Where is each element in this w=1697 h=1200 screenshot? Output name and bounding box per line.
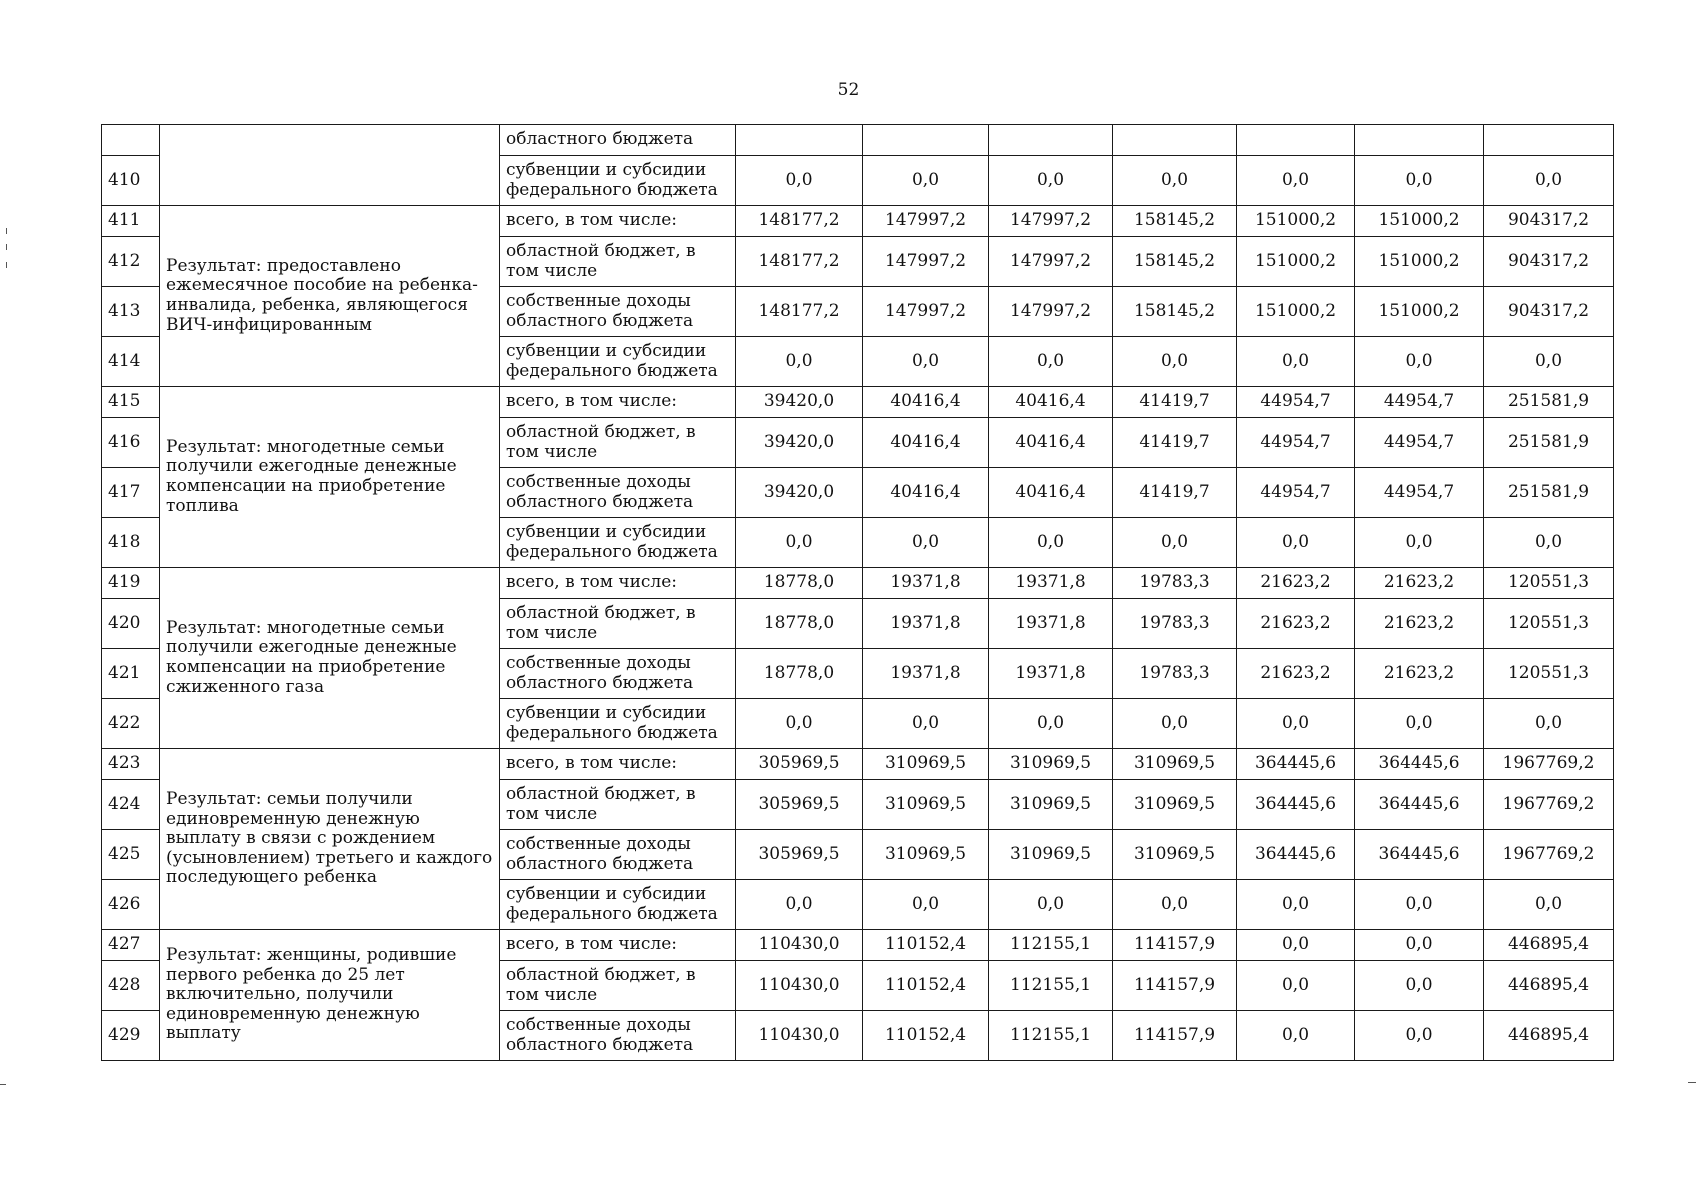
source-cell: областной бюджет, в том числе [500, 599, 736, 649]
continuation-header-row [102, 125, 1614, 156]
row-number-cell: 422 [102, 699, 160, 749]
value-cell: 19371,8 [863, 599, 989, 649]
value-cell: 40416,4 [863, 387, 989, 418]
value-cell: 44954,7 [1237, 468, 1355, 518]
row-number-cell: 423 [102, 749, 160, 780]
value-cell: 41419,7 [1113, 387, 1237, 418]
source-cell: собственные доходы областного бюджета [500, 649, 736, 699]
value-cell: 0,0 [1355, 699, 1484, 749]
value-cell: 364445,6 [1355, 830, 1484, 880]
value-cell: 310969,5 [863, 780, 989, 830]
value-cell: 21623,2 [1355, 599, 1484, 649]
value-cell: 310969,5 [863, 749, 989, 780]
source-cell: областной бюджет, в том числе [500, 780, 736, 830]
value-cell: 364445,6 [1355, 749, 1484, 780]
value-cell: 147997,2 [989, 237, 1113, 287]
value-cell: 0,0 [1237, 337, 1355, 387]
value-cell: 120551,3 [1484, 568, 1614, 599]
value-cell: 0,0 [1237, 699, 1355, 749]
source-cell: всего, в том числе: [500, 749, 736, 780]
value-cell: 148177,2 [736, 237, 863, 287]
row-number-cell: 410 [102, 156, 160, 206]
table-row [102, 749, 1614, 780]
source-cell: собственные доходы областного бюджета [500, 287, 736, 337]
value-cell: 446895,4 [1484, 961, 1614, 1011]
row-number-cell: 425 [102, 830, 160, 880]
value-cell: 0,0 [736, 156, 863, 206]
value-cell: 21623,2 [1237, 568, 1355, 599]
value-cell: 19371,8 [989, 599, 1113, 649]
value-cell: 251581,9 [1484, 387, 1614, 418]
value-cell: 44954,7 [1355, 468, 1484, 518]
table-row [102, 206, 1614, 237]
value-cell: 0,0 [863, 337, 989, 387]
value-cell: 0,0 [989, 156, 1113, 206]
value-cell: 0,0 [1237, 930, 1355, 961]
value-cell: 0,0 [989, 518, 1113, 568]
row-number-cell: 416 [102, 418, 160, 468]
value-cell: 151000,2 [1237, 237, 1355, 287]
value-cell: 151000,2 [1355, 237, 1484, 287]
value-cell: 0,0 [1113, 518, 1237, 568]
value-cell: 0,0 [863, 518, 989, 568]
value-cell: 0,0 [1113, 699, 1237, 749]
value-cell: 19371,8 [989, 568, 1113, 599]
value-cell: 0,0 [989, 699, 1113, 749]
value-cell [863, 125, 989, 156]
value-cell: 40416,4 [989, 468, 1113, 518]
row-number-cell: 429 [102, 1011, 160, 1061]
value-cell: 0,0 [863, 880, 989, 930]
scan-mark [6, 262, 7, 268]
value-cell: 151000,2 [1355, 206, 1484, 237]
source-cell: субвенции и субсидии федерального бюджета [500, 156, 736, 206]
table-row [102, 568, 1614, 599]
row-number-cell: 415 [102, 387, 160, 418]
value-cell: 446895,4 [1484, 1011, 1614, 1061]
value-cell: 310969,5 [989, 780, 1113, 830]
row-number-cell: 417 [102, 468, 160, 518]
row-number-cell: 412 [102, 237, 160, 287]
value-cell: 0,0 [989, 337, 1113, 387]
value-cell: 39420,0 [736, 418, 863, 468]
value-cell: 40416,4 [863, 468, 989, 518]
value-cell: 0,0 [1113, 880, 1237, 930]
value-cell: 110152,4 [863, 1011, 989, 1061]
value-cell: 0,0 [1355, 961, 1484, 1011]
row-number-cell: 413 [102, 287, 160, 337]
value-cell: 158145,2 [1113, 237, 1237, 287]
value-cell: 0,0 [736, 518, 863, 568]
page-number: 52 [837, 80, 860, 100]
value-cell: 147997,2 [863, 287, 989, 337]
value-cell: 19371,8 [863, 568, 989, 599]
result-cell [160, 125, 500, 206]
value-cell: 310969,5 [989, 830, 1113, 880]
source-cell: областного бюджета [500, 125, 736, 156]
source-cell: всего, в том числе: [500, 387, 736, 418]
value-cell: 41419,7 [1113, 468, 1237, 518]
result-cell: Результат: многодетные семьи получили ежегодные денежные компенсации на приобретение топлива [160, 387, 500, 568]
value-cell: 904317,2 [1484, 206, 1614, 237]
row-number-cell: 414 [102, 337, 160, 387]
result-cell: Результат: предоставлено ежемесячное пособие на ребенка-инвалида, ребенка, являющегося ВИЧ-инфицированным [160, 206, 500, 387]
value-cell: 151000,2 [1237, 287, 1355, 337]
source-cell: областной бюджет, в том числе [500, 418, 736, 468]
source-cell: всего, в том числе: [500, 568, 736, 599]
source-cell: собственные доходы областного бюджета [500, 830, 736, 880]
value-cell: 21623,2 [1355, 568, 1484, 599]
value-cell: 19371,8 [989, 649, 1113, 699]
value-cell: 446895,4 [1484, 930, 1614, 961]
source-cell: субвенции и субсидии федерального бюджета [500, 518, 736, 568]
value-cell: 0,0 [736, 337, 863, 387]
value-cell: 112155,1 [989, 1011, 1113, 1061]
value-cell: 0,0 [1484, 518, 1614, 568]
value-cell: 110430,0 [736, 961, 863, 1011]
row-number-cell: 426 [102, 880, 160, 930]
value-cell: 0,0 [1237, 156, 1355, 206]
value-cell: 44954,7 [1355, 387, 1484, 418]
value-cell: 0,0 [863, 699, 989, 749]
value-cell: 40416,4 [989, 387, 1113, 418]
value-cell: 0,0 [736, 880, 863, 930]
value-cell: 148177,2 [736, 206, 863, 237]
scan-mark [6, 228, 7, 234]
row-number-cell: 427 [102, 930, 160, 961]
value-cell: 39420,0 [736, 468, 863, 518]
value-cell: 110430,0 [736, 930, 863, 961]
value-cell: 112155,1 [989, 930, 1113, 961]
source-cell: областной бюджет, в том числе [500, 961, 736, 1011]
scan-mark [6, 244, 7, 250]
value-cell: 364445,6 [1355, 780, 1484, 830]
value-cell: 147997,2 [863, 206, 989, 237]
value-cell: 21623,2 [1355, 649, 1484, 699]
value-cell: 40416,4 [989, 418, 1113, 468]
source-cell: субвенции и субсидии федерального бюджета [500, 880, 736, 930]
source-cell: субвенции и субсидии федерального бюджета [500, 337, 736, 387]
row-number-cell: 428 [102, 961, 160, 1011]
source-cell: собственные доходы областного бюджета [500, 1011, 736, 1061]
value-cell: 251581,9 [1484, 418, 1614, 468]
source-cell: субвенции и субсидии федерального бюджета [500, 699, 736, 749]
value-cell: 110430,0 [736, 1011, 863, 1061]
value-cell: 41419,7 [1113, 418, 1237, 468]
value-cell: 21623,2 [1237, 649, 1355, 699]
value-cell: 0,0 [1237, 518, 1355, 568]
value-cell: 18778,0 [736, 568, 863, 599]
value-cell: 0,0 [989, 880, 1113, 930]
value-cell: 310969,5 [1113, 780, 1237, 830]
value-cell: 0,0 [1355, 337, 1484, 387]
value-cell [1355, 125, 1484, 156]
value-cell: 18778,0 [736, 599, 863, 649]
value-cell: 0,0 [1113, 156, 1237, 206]
value-cell [736, 125, 863, 156]
value-cell: 305969,5 [736, 749, 863, 780]
value-cell: 114157,9 [1113, 930, 1237, 961]
value-cell: 19783,3 [1113, 568, 1237, 599]
table-body [102, 125, 1614, 1061]
value-cell: 147997,2 [863, 237, 989, 287]
value-cell: 0,0 [1355, 518, 1484, 568]
value-cell: 44954,7 [1355, 418, 1484, 468]
value-cell: 148177,2 [736, 287, 863, 337]
value-cell: 1967769,2 [1484, 830, 1614, 880]
value-cell: 44954,7 [1237, 387, 1355, 418]
value-cell: 0,0 [1355, 930, 1484, 961]
value-cell: 305969,5 [736, 830, 863, 880]
source-cell: областной бюджет, в том числе [500, 237, 736, 287]
value-cell: 364445,6 [1237, 780, 1355, 830]
table-row [102, 930, 1614, 961]
value-cell: 0,0 [1484, 337, 1614, 387]
value-cell: 19783,3 [1113, 599, 1237, 649]
row-number-cell: 420 [102, 599, 160, 649]
value-cell: 39420,0 [736, 387, 863, 418]
value-cell: 305969,5 [736, 780, 863, 830]
budget-table [101, 124, 1614, 1061]
row-number-cell: 421 [102, 649, 160, 699]
value-cell: 44954,7 [1237, 418, 1355, 468]
value-cell: 251581,9 [1484, 468, 1614, 518]
value-cell: 40416,4 [863, 418, 989, 468]
value-cell: 110152,4 [863, 961, 989, 1011]
value-cell: 0,0 [1237, 880, 1355, 930]
value-cell: 0,0 [1484, 156, 1614, 206]
value-cell: 151000,2 [1355, 287, 1484, 337]
value-cell: 19783,3 [1113, 649, 1237, 699]
value-cell: 904317,2 [1484, 287, 1614, 337]
value-cell: 364445,6 [1237, 749, 1355, 780]
value-cell: 0,0 [736, 699, 863, 749]
value-cell: 310969,5 [1113, 830, 1237, 880]
row-number-cell: 419 [102, 568, 160, 599]
result-cell: Результат: многодетные семьи получили ежегодные денежные компенсации на приобретение сжиженного газа [160, 568, 500, 749]
source-cell: всего, в том числе: [500, 930, 736, 961]
row-number-cell [102, 125, 160, 156]
result-cell: Результат: женщины, родившие первого ребенка до 25 лет включительно, получили единовременную денежную выплату [160, 930, 500, 1061]
value-cell: 1967769,2 [1484, 780, 1614, 830]
source-cell: всего, в том числе: [500, 206, 736, 237]
value-cell: 158145,2 [1113, 287, 1237, 337]
value-cell: 0,0 [1484, 880, 1614, 930]
value-cell: 21623,2 [1237, 599, 1355, 649]
table-row [102, 387, 1614, 418]
value-cell: 158145,2 [1113, 206, 1237, 237]
result-cell: Результат: семьи получили единовременную денежную выплату в связи с рождением (усыновлением) третьего и каждого последующего ребенка [160, 749, 500, 930]
value-cell: 0,0 [1237, 961, 1355, 1011]
value-cell [1484, 125, 1614, 156]
value-cell: 0,0 [1355, 880, 1484, 930]
value-cell: 120551,3 [1484, 649, 1614, 699]
value-cell: 1967769,2 [1484, 749, 1614, 780]
value-cell: 0,0 [1355, 1011, 1484, 1061]
value-cell: 112155,1 [989, 961, 1113, 1011]
value-cell: 0,0 [1355, 156, 1484, 206]
value-cell: 0,0 [1113, 337, 1237, 387]
row-number-cell: 411 [102, 206, 160, 237]
value-cell: 904317,2 [1484, 237, 1614, 287]
value-cell: 147997,2 [989, 206, 1113, 237]
value-cell: 0,0 [1237, 1011, 1355, 1061]
value-cell [989, 125, 1113, 156]
value-cell: 120551,3 [1484, 599, 1614, 649]
scan-mark [1688, 1082, 1696, 1083]
row-number-cell: 424 [102, 780, 160, 830]
value-cell: 151000,2 [1237, 206, 1355, 237]
value-cell [1113, 125, 1237, 156]
value-cell: 110152,4 [863, 930, 989, 961]
value-cell: 18778,0 [736, 649, 863, 699]
value-cell: 114157,9 [1113, 961, 1237, 1011]
value-cell: 114157,9 [1113, 1011, 1237, 1061]
value-cell [1237, 125, 1355, 156]
value-cell: 147997,2 [989, 287, 1113, 337]
value-cell: 0,0 [863, 156, 989, 206]
row-number-cell: 418 [102, 518, 160, 568]
value-cell: 19371,8 [863, 649, 989, 699]
value-cell: 364445,6 [1237, 830, 1355, 880]
value-cell: 310969,5 [863, 830, 989, 880]
value-cell: 0,0 [1484, 699, 1614, 749]
scan-mark [0, 1084, 6, 1085]
value-cell: 310969,5 [1113, 749, 1237, 780]
source-cell: собственные доходы областного бюджета [500, 468, 736, 518]
value-cell: 310969,5 [989, 749, 1113, 780]
